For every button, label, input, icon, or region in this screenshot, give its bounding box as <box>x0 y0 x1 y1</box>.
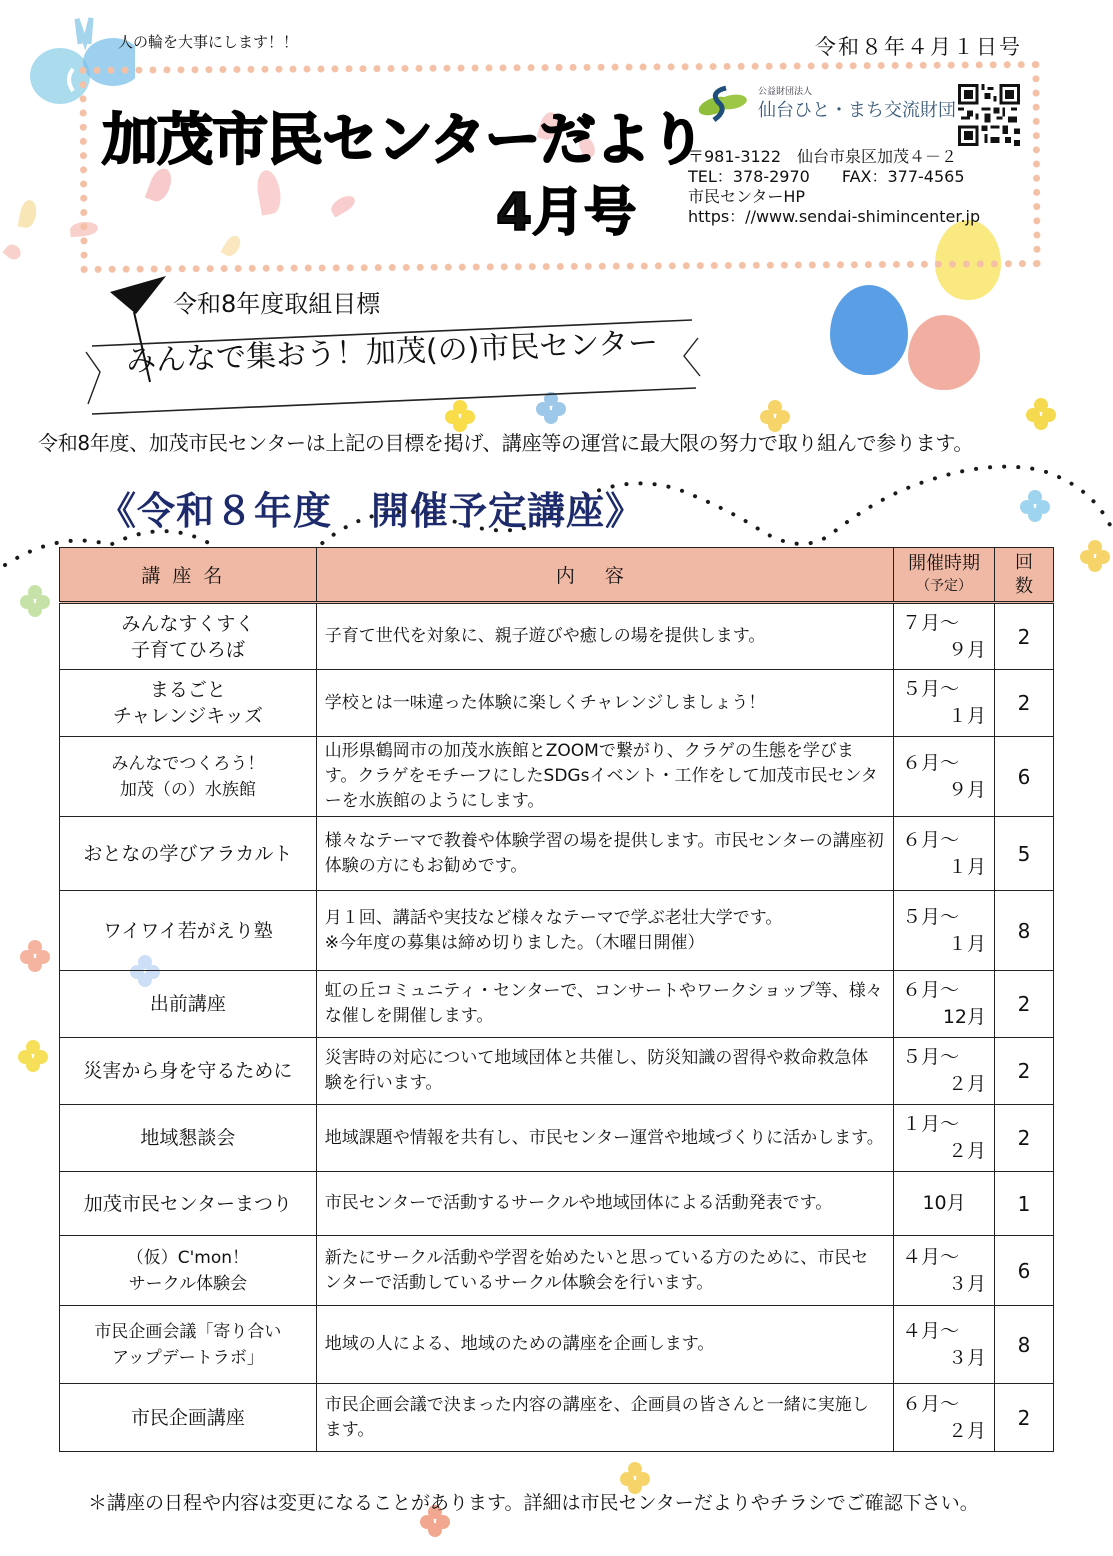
org-name: 仙台ひと・まち交流財団 <box>758 100 956 121</box>
blue-balloon-icon <box>830 285 908 375</box>
hp-label: 市民センターHP <box>688 187 806 206</box>
slogan: みんなで集おう！加茂(の)市民センター <box>125 325 659 379</box>
session-count: 6 <box>995 1236 1054 1306</box>
period-from: 10月 <box>922 1192 966 1214</box>
period-from: ５月～ <box>902 1046 960 1068</box>
table-row <box>60 1384 1054 1452</box>
header-count-label: 回 数 <box>1015 551 1034 597</box>
period-from: ５月～ <box>902 678 960 700</box>
header-description: 内容 <box>316 548 893 603</box>
course-name: まるごと チャレンジキッズ <box>60 670 317 737</box>
course-period <box>894 1105 995 1172</box>
course-name: 出前講座 <box>60 971 317 1038</box>
foundation-logo-icon <box>696 84 748 124</box>
header-period-note: （予定） <box>916 577 973 594</box>
header-period-label: 開催時期 <box>908 552 981 574</box>
course-name: 加茂市民センターまつり <box>60 1172 317 1236</box>
course-description: 地域の人による、地域のための講座を企画します。 <box>316 1306 893 1384</box>
course-period <box>894 737 995 817</box>
table-row <box>60 971 1054 1038</box>
period-to: １月 <box>948 855 987 878</box>
website-link[interactable]: https：//www.sendai-shimincenter.jp <box>688 207 981 226</box>
course-description: 月１回、講話や実技など様々なテーマで学ぶ老壮大学です。 ※今年度の募集は締め切りました。（木曜日開催） <box>316 891 893 971</box>
course-description: 地域課題や情報を共有し、市民センター運営や地域づくりに活かします。 <box>316 1105 893 1172</box>
period-to: ２月 <box>948 1140 987 1162</box>
intro-text: 令和8年度、加茂市民センターは上記の目標を掲げ、講座等の運営に最大限の努力で取り組んで参ります。 <box>38 431 974 455</box>
course-period <box>894 1384 995 1452</box>
session-count: 8 <box>995 1306 1054 1384</box>
course-name: おとなの学びアラカルト <box>60 817 317 891</box>
table-row <box>60 670 1054 737</box>
period-from: ５月～ <box>902 905 960 928</box>
session-count: 2 <box>995 1038 1054 1105</box>
session-count: 2 <box>995 603 1054 670</box>
issue-subtitle: 4月号 <box>496 183 637 243</box>
tagline: 人の輪を大事にします！！ <box>118 33 299 51</box>
session-count: 2 <box>995 1384 1054 1452</box>
course-description: 災害時の対応について地域団体と共催し、防災知識の習得や救命救急体験を行います。 <box>316 1038 893 1105</box>
qr-code-icon[interactable] <box>958 84 1020 146</box>
course-period <box>894 1038 995 1105</box>
course-name: 災害から身を守るために <box>60 1038 317 1105</box>
period-to: １月 <box>948 705 987 727</box>
period-to: ２月 <box>948 1073 987 1095</box>
course-description: 様々なテーマで教養や体験学習の場を提供します。市民センターの講座初体験の方にもお勧めです。 <box>316 817 893 891</box>
period-to: ２月 <box>948 1419 987 1442</box>
session-count: 2 <box>995 971 1054 1038</box>
course-name: 市民企画講座 <box>60 1384 317 1452</box>
address: 〒981-3122 仙台市泉区加茂４－２ <box>688 147 958 166</box>
course-name: 地域懇談会 <box>60 1105 317 1172</box>
period-from: ６月～ <box>902 979 960 1001</box>
course-name: ワイワイ若がえり塾 <box>60 891 317 971</box>
course-period <box>894 971 995 1038</box>
session-count: 2 <box>995 1105 1054 1172</box>
period-from: ４月～ <box>902 1319 960 1342</box>
table-row <box>60 817 1054 891</box>
table-row <box>60 737 1054 817</box>
period-from: ４月～ <box>902 1245 960 1268</box>
course-period <box>894 670 995 737</box>
course-period <box>894 1236 995 1306</box>
course-name: みんなでつくろう！ 加茂（の）水族館 <box>60 737 317 817</box>
tel-fax: TEL：378-2970 FAX：377-4565 <box>688 167 965 186</box>
period-to: ３月 <box>948 1346 987 1369</box>
course-name: 市民企画会議「寄り合い アップデートラボ」 <box>60 1306 317 1384</box>
session-count: 5 <box>995 817 1054 891</box>
session-count: 6 <box>995 737 1054 817</box>
course-period <box>894 891 995 971</box>
table-row <box>60 1105 1054 1172</box>
table-row <box>60 603 1054 670</box>
header-count <box>995 548 1054 603</box>
course-period <box>894 817 995 891</box>
course-period <box>894 603 995 670</box>
session-count: 1 <box>995 1172 1054 1236</box>
course-description: 虹の丘コミュニティ・センターで、コンサートやワークショップ等、様々な催しを開催します。 <box>316 971 893 1038</box>
course-name: （仮）C'mon！ サークル体験会 <box>60 1236 317 1306</box>
red-balloon-icon <box>908 315 980 390</box>
course-description: 市民センターで活動するサークルや地域団体による活動発表です。 <box>316 1172 893 1236</box>
goal-label: 令和8年度取組目標 <box>173 290 381 318</box>
issue-date: 令和８年４月１日号 <box>815 35 1022 59</box>
course-description: 子育て世代を対象に、親子遊びや癒しの場を提供します。 <box>316 603 893 670</box>
period-to: 12月 <box>942 1006 987 1028</box>
header-period <box>894 548 995 603</box>
table-row <box>60 1306 1054 1384</box>
course-period <box>894 1172 995 1236</box>
table-row <box>60 1172 1054 1236</box>
period-to: ３月 <box>948 1272 987 1295</box>
section-title: 《令和８年度 開催予定講座》 <box>98 489 645 533</box>
period-to: １月 <box>948 932 987 955</box>
course-description: 市民企画会議で決まった内容の講座を、企画員の皆さんと一緒に実施します。 <box>316 1384 893 1452</box>
course-name: みんなすくすく 子育てひろば <box>60 603 317 670</box>
period-from: ６月～ <box>902 828 960 851</box>
table-row <box>60 1236 1054 1306</box>
course-description: 山形県鶴岡市の加茂水族館とZOOMで繋がり、クラゲの生態を学びます。クラゲをモチーフにしたSDGsイベント・工作をして加茂市民センターを水族館のようにします。 <box>316 737 893 817</box>
course-schedule-table <box>59 547 1054 1452</box>
period-from: ６月～ <box>902 1392 960 1415</box>
course-description: 学校とは一味違った体験に楽しくチャレンジしましょう！ <box>316 670 893 737</box>
course-description: 新たにサークル活動や学習を始めたいと思っている方のために、市民センターで活動しているサークル体験会を行います。 <box>316 1236 893 1306</box>
table-row <box>60 891 1054 971</box>
table-header-row <box>60 548 1054 603</box>
period-to: ９月 <box>948 778 987 801</box>
header-course-name: 講座名 <box>60 548 317 603</box>
period-from: ６月～ <box>902 751 960 774</box>
table-row <box>60 1038 1054 1105</box>
period-from: １月～ <box>902 1113 960 1135</box>
footnote: ＊講座の日程や内容は変更になることがあります。詳細は市民センターだよりやチラシでご確認下さい。 <box>88 1492 979 1514</box>
session-count: 8 <box>995 891 1054 971</box>
period-to: ９月 <box>948 638 987 661</box>
course-period <box>894 1306 995 1384</box>
newsletter-title: 加茂市民センターだより <box>102 108 705 173</box>
org-type: 公益財団法人 <box>758 87 813 97</box>
session-count: 2 <box>995 670 1054 737</box>
period-from: ７月～ <box>902 611 960 634</box>
